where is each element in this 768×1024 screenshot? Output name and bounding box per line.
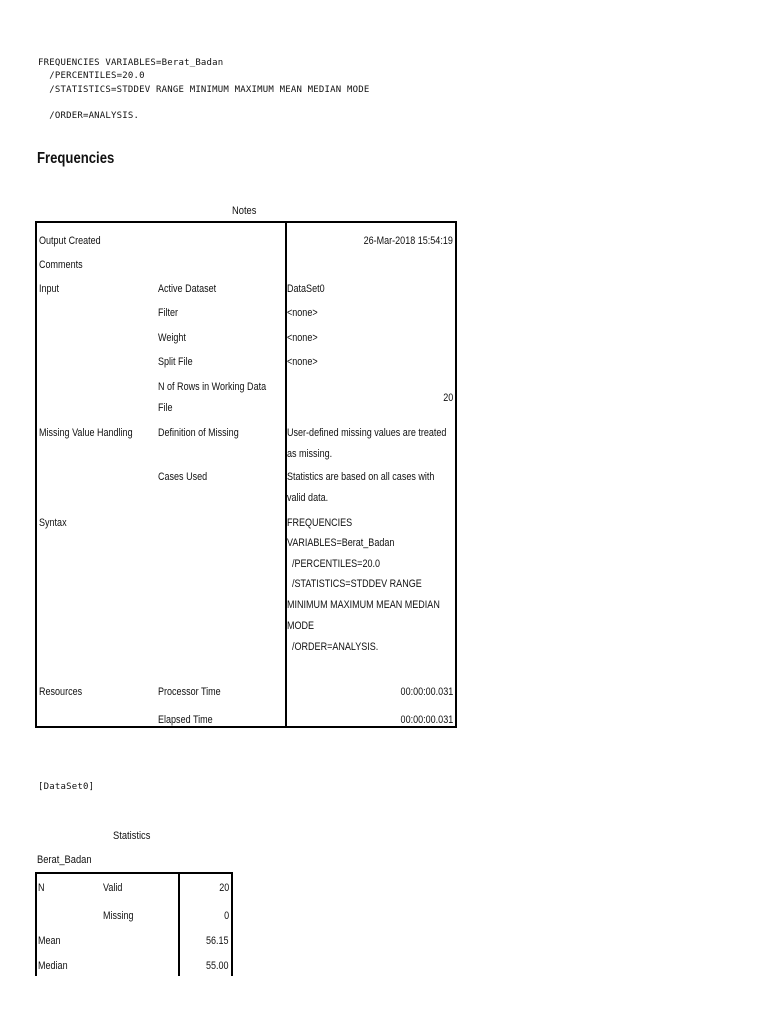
syntax-value-line: MINIMUM MAXIMUM MEAN MEDIAN [287, 599, 440, 611]
value-n-valid: 20 [218, 882, 229, 894]
value-definition-line1: User-defined missing values are treated [287, 427, 447, 439]
label-filter: Filter [158, 307, 179, 319]
label-weight: Weight [158, 332, 186, 344]
row-label-comments: Comments [39, 259, 83, 271]
sublabel-valid: Valid [103, 882, 123, 894]
label-n-rows-line2: File [158, 402, 173, 414]
label-definition-of-missing: Definition of Missing [158, 427, 239, 439]
row-label-missing-value-handling: Missing Value Handling [39, 427, 133, 439]
statistics-title: Statistics [113, 830, 151, 842]
statistics-table [35, 872, 233, 976]
label-n-rows-line1: N of Rows in Working Data [158, 381, 267, 393]
row-label-output-created: Output Created [39, 235, 101, 247]
value-cases-used-line1: Statistics are based on all cases with [287, 471, 435, 483]
label-cases-used: Cases Used [158, 471, 208, 483]
syntax-line: /ORDER=ANALYSIS. [38, 111, 140, 121]
label-elapsed-time: Elapsed Time [158, 714, 213, 726]
syntax-value-line: VARIABLES=Berat_Badan [287, 537, 395, 549]
notes-table [35, 221, 457, 728]
label-active-dataset: Active Dataset [158, 283, 217, 295]
value-output-created: 26-Mar-2018 15:54:19 [363, 235, 453, 247]
notes-title: Notes [232, 205, 257, 217]
row-label-input: Input [39, 283, 60, 295]
page-title: Frequencies [37, 150, 115, 167]
label-processor-time: Processor Time [158, 686, 221, 698]
syntax-value-line: /STATISTICS=STDDEV RANGE [287, 578, 422, 590]
syntax-value-line: FREQUENCIES [287, 517, 353, 529]
sublabel-missing: Missing [103, 910, 134, 922]
value-median: 55.00 [206, 960, 229, 972]
value-definition-line2: as missing. [287, 448, 333, 460]
syntax-value-line: MODE [287, 620, 315, 632]
syntax-line: FREQUENCIES VARIABLES=Berat_Badan [38, 58, 224, 68]
value-elapsed-time: 00:00:00.031 [400, 714, 453, 726]
row-label-resources: Resources [39, 686, 83, 698]
value-weight: <none> [287, 332, 318, 344]
row-label-median: Median [38, 960, 68, 972]
value-cases-used-line2: valid data. [287, 492, 329, 504]
row-label-syntax: Syntax [39, 517, 67, 529]
syntax-line: /STATISTICS=STDDEV RANGE MINIMUM MAXIMUM MEAN MEDIAN MODE [38, 85, 370, 95]
value-filter: <none> [287, 307, 318, 319]
syntax-value-line: /ORDER=ANALYSIS. [287, 641, 379, 653]
dataset-tag: [DataSet0] [38, 782, 95, 792]
statistics-variable: Berat_Badan [37, 854, 92, 866]
column-divider [178, 874, 180, 976]
value-active-dataset: DataSet0 [287, 283, 325, 295]
value-processor-time: 00:00:00.031 [400, 686, 453, 698]
syntax-value-line: /PERCENTILES=20.0 [287, 558, 381, 570]
label-split-file: Split File [158, 356, 193, 368]
value-n-missing: 0 [223, 910, 229, 922]
syntax-line: /PERCENTILES=20.0 [38, 71, 145, 81]
row-label-mean: Mean [38, 935, 61, 947]
value-mean: 56.15 [206, 935, 229, 947]
value-split-file: <none> [287, 356, 318, 368]
value-n-rows: 20 [442, 392, 453, 404]
row-label-n: N [38, 882, 45, 894]
